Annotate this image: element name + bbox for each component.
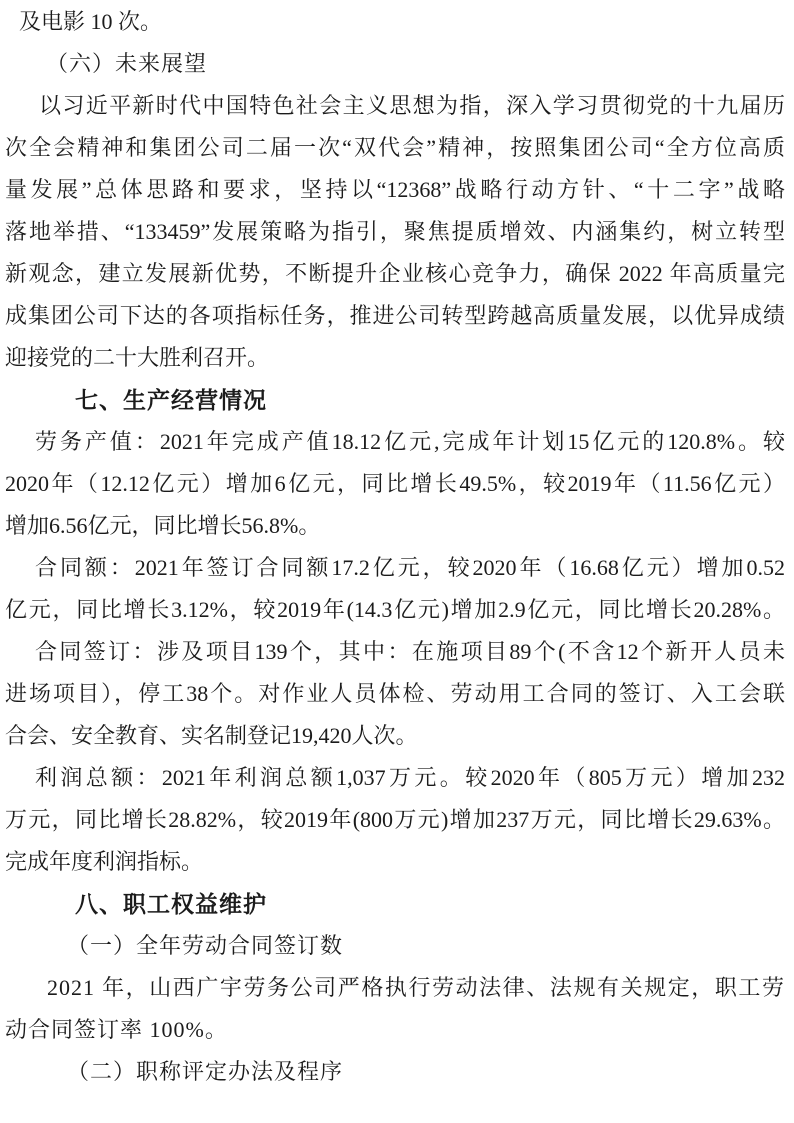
future-outlook-paragraph-line-5: 新观念，建立发展新优势，不断提升企业核心竞争力，确保 2022 年高质量完 xyxy=(5,261,785,286)
future-outlook-paragraph-line-7: 迎接党的二十大胜利召开。 xyxy=(5,345,270,370)
labor-output-paragraph-line-1: 劳务产值：2021年完成产值18.12亿元,完成年计划15亿元的120.8%。较 xyxy=(35,429,785,454)
future-outlook-paragraph-line-6: 成集团公司下达的各项指标任务，推进公司转型跨越高质量发展，以优异成绩 xyxy=(5,303,785,328)
total-profit-paragraph-line-2: 万元，同比增长28.82%，较2019年(800万元)增加237万元，同比增长29.63%。 xyxy=(5,807,785,832)
section-eight-heading-line-1: 八、职工权益维护 xyxy=(75,891,267,917)
total-profit-paragraph xyxy=(5,757,785,883)
future-outlook-paragraph-line-1: 以习近平新时代中国特色社会主义思想为指，深入学习贯彻党的十九届历 xyxy=(39,93,785,118)
previous-paragraph-continuation xyxy=(5,1,785,43)
section-seven-heading-line-1: 七、生产经营情况 xyxy=(75,387,267,413)
contract-amount-paragraph xyxy=(5,547,785,631)
total-profit-paragraph-line-1: 利润总额：2021年利润总额1,037万元。较2020年（805万元）增加232 xyxy=(35,765,785,790)
total-profit-paragraph-line-3: 完成年度利润指标。 xyxy=(5,849,204,874)
subheading-six-future-outlook-line-1: （六）未来展望 xyxy=(46,51,208,76)
subheading-two-title-evaluation xyxy=(5,1051,785,1093)
contract-signing-paragraph-line-3: 合会、安全教育、实名制登记19,420人次。 xyxy=(5,723,418,748)
contract-signing-paragraph xyxy=(5,631,785,757)
subheading-six-future-outlook xyxy=(5,43,785,85)
future-outlook-paragraph xyxy=(5,85,785,379)
labor-contract-rate-paragraph xyxy=(5,967,785,1051)
labor-output-paragraph xyxy=(5,421,785,547)
section-seven-heading xyxy=(5,379,785,421)
subheading-one-labor-contracts-line-1: （一）全年劳动合同签订数 xyxy=(67,933,344,958)
section-eight-heading xyxy=(5,883,785,925)
contract-signing-paragraph-line-1: 合同签订：涉及项目139个，其中：在施项目89个(不含12个新开人员未 xyxy=(35,639,785,664)
contract-amount-paragraph-line-2: 亿元，同比增长3.12%，较2019年(14.3亿元)增加2.9亿元，同比增长20.28%。 xyxy=(5,597,785,622)
labor-output-paragraph-line-2: 2020年（12.12亿元）增加6亿元，同比增长49.5%，较2019年（11.56亿元） xyxy=(5,471,785,496)
contract-amount-paragraph-line-1: 合同额：2021年签订合同额17.2亿元，较2020年（16.68亿元）增加0.52 xyxy=(35,555,785,580)
future-outlook-paragraph-line-4: 落地举措、“133459”发展策略为指引，聚焦提质增效、内涵集约，树立转型 xyxy=(5,219,785,244)
previous-paragraph-continuation-line-1: 及电影 10 次。 xyxy=(19,9,163,34)
subheading-one-labor-contracts xyxy=(5,925,785,967)
labor-contract-rate-paragraph-line-1: 2021 年，山西广宇劳务公司严格执行劳动法律、法规有关规定，职工劳 xyxy=(47,975,785,1000)
labor-output-paragraph-line-3: 增加6.56亿元，同比增长56.8%。 xyxy=(5,513,321,538)
future-outlook-paragraph-line-2: 次全会精神和集团公司二届一次“双代会”精神，按照集团公司“全方位高质 xyxy=(5,135,785,160)
contract-signing-paragraph-line-2: 进场项目），停工38个。对作业人员体检、劳动用工合同的签订、入工会联 xyxy=(5,681,785,706)
labor-contract-rate-paragraph-line-2: 动合同签订率 100%。 xyxy=(5,1017,228,1042)
subheading-two-title-evaluation-line-1: （二）职称评定办法及程序 xyxy=(67,1059,344,1084)
future-outlook-paragraph-line-3: 量发展”总体思路和要求，坚持以“12368”战略行动方针、“十二字”战略 xyxy=(5,177,785,202)
